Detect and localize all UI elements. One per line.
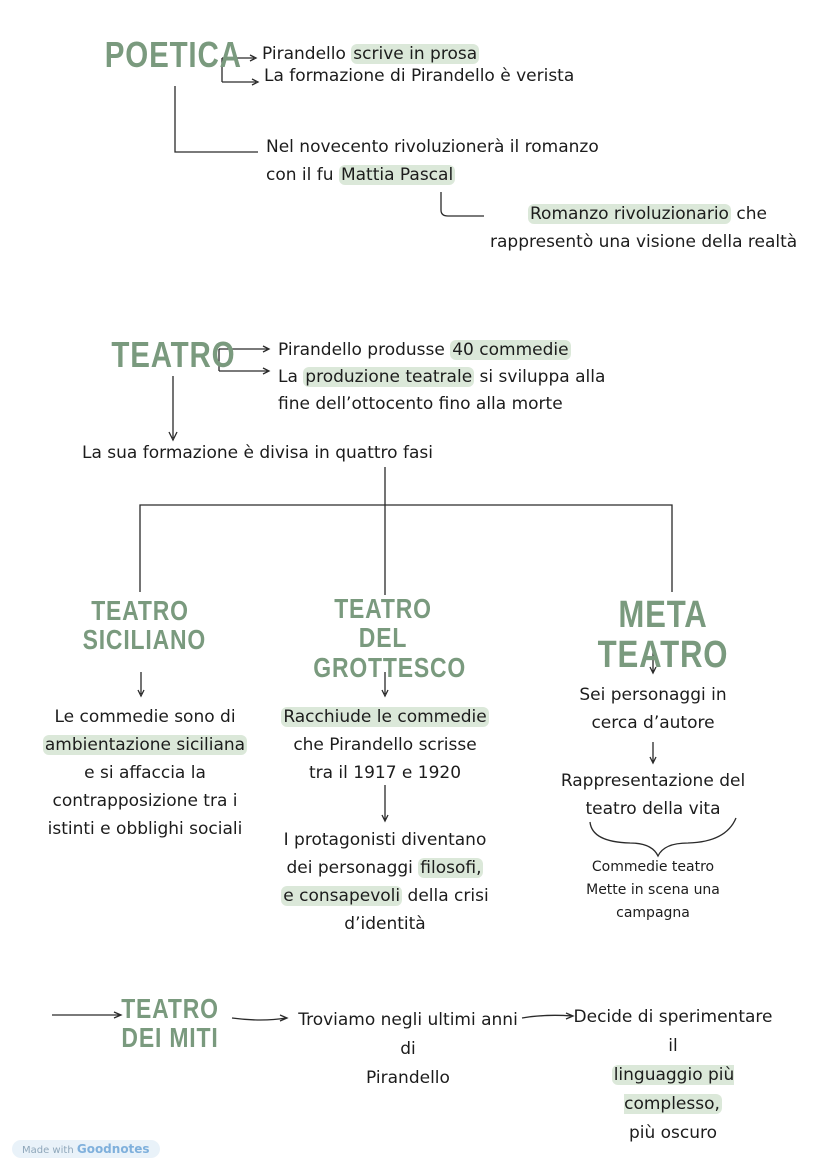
protagonists-line-1: I protagonisti diventano [283,830,487,850]
grottesco-title [313,593,467,683]
meta-b-line-1: Rappresentazione del [560,771,746,791]
siciliano-line-5: istinti e obblighi sociali [47,819,243,839]
grottesco-protagonists [270,826,500,938]
poetica-title: POETICA [104,34,242,75]
siciliano-title-line-2: SICILIANO [82,624,207,656]
teatro-point-2 [278,364,605,391]
poetica-branch-line-1: Nel novecento rivoluzionerà il romanzo [266,137,599,157]
miti-title [121,994,219,1053]
miti-t-line-1: Troviamo negli ultimi anni di [298,1010,518,1059]
siciliano-title-line-1: TEATRO [91,595,189,626]
meta-a-line-1: Sei personaggi in [579,685,727,705]
miti-title-line-1: TEATRO [121,993,219,1024]
miti-d-line-3: più oscuro [628,1123,718,1143]
meta-c-line-1: Commedie teatro [591,859,715,875]
filosofi-highlight: filosofi, [420,858,482,878]
miti-t [290,1006,526,1093]
phases-text: La sua formazione è divisa in quattro fasi [82,443,433,463]
grottesco-title-line-2: GROTTESCO [313,651,467,683]
meta-b [548,767,758,823]
ambientazione-highlight: ambientazione siciliana [44,735,246,755]
siciliano-line-1: Le commedie sono di [54,707,236,727]
meta-c [548,856,758,925]
meta-a [548,681,758,737]
goodnotes-badge [12,1140,160,1158]
grottesco-desc [280,703,490,787]
consapevoli-highlight: e consapevoli [283,886,401,906]
racchiude-highlight: Racchiude le commedie [283,707,487,727]
poetica-sub-line-2: rappresentò una visione della realtà [490,232,798,252]
protagonists-line-4: d’identità [344,914,426,934]
grottesco-line-3: tra il 1917 e 1920 [308,763,462,783]
poetica-point-1-highlight: scrive in prosa [353,44,478,64]
siciliano-title [82,595,207,656]
romanzo-highlight: Romanzo rivoluzionario [530,204,729,224]
mattia-pascal-highlight: Mattia Pascal [340,165,454,185]
protagonists-line-2-text: dei personaggi [286,858,419,878]
poetica-sub-line-1-text: che [730,204,767,224]
poetica-point-1-text: Pirandello [262,44,352,64]
linguaggio-highlight: linguaggio più complesso, [613,1065,735,1114]
siciliano-desc [40,703,250,843]
miti-t-line-2: Pirandello [366,1068,450,1088]
teatro-point-1 [278,337,571,364]
meta-a-line-2: cerca d’autore [591,713,715,733]
goodnotes-brand: Goodnotes [76,1142,150,1156]
teatro-point-2-line-2: fine dell’ottocento fino alla morte [278,394,563,414]
teatro-point-2-post: si sviluppa alla [474,367,606,387]
produzione-highlight: produzione teatrale [305,367,473,387]
miti-d [570,1003,776,1148]
teatro-point-2-text: La [278,367,304,387]
grottesco-line-2: che Pirandello scrisse [293,735,477,755]
miti-title-line-2: DEI MITI [121,1022,219,1054]
meta-c-line-2: Mette in scena una campagna [586,882,720,921]
teatro-title: TEATRO [111,334,236,375]
poetica-branch-line-2-text: con il fu [266,165,339,185]
grottesco-title-line-1: TEATRO DEL [334,593,432,654]
poetica-branch-line-2 [266,162,455,189]
siciliano-line-3: e si affaccia la [84,763,206,783]
protagonists-line-3-text: della crisi [402,886,489,906]
meta-title: META TEATRO [597,594,729,676]
commedie-highlight: 40 commedie [452,340,569,360]
miti-d-line-1: Decide di sperimentare il [573,1007,773,1056]
siciliano-line-4: contrapposizione tra i [52,791,238,811]
poetica-point-2: La formazione di Pirandello è verista [264,66,575,86]
teatro-point-1-text: Pirandello produsse [278,340,451,360]
made-with-text: Made with [22,1145,74,1156]
meta-b-line-2: teatro della vita [585,799,721,819]
poetica-sub-line-1 [528,201,767,228]
